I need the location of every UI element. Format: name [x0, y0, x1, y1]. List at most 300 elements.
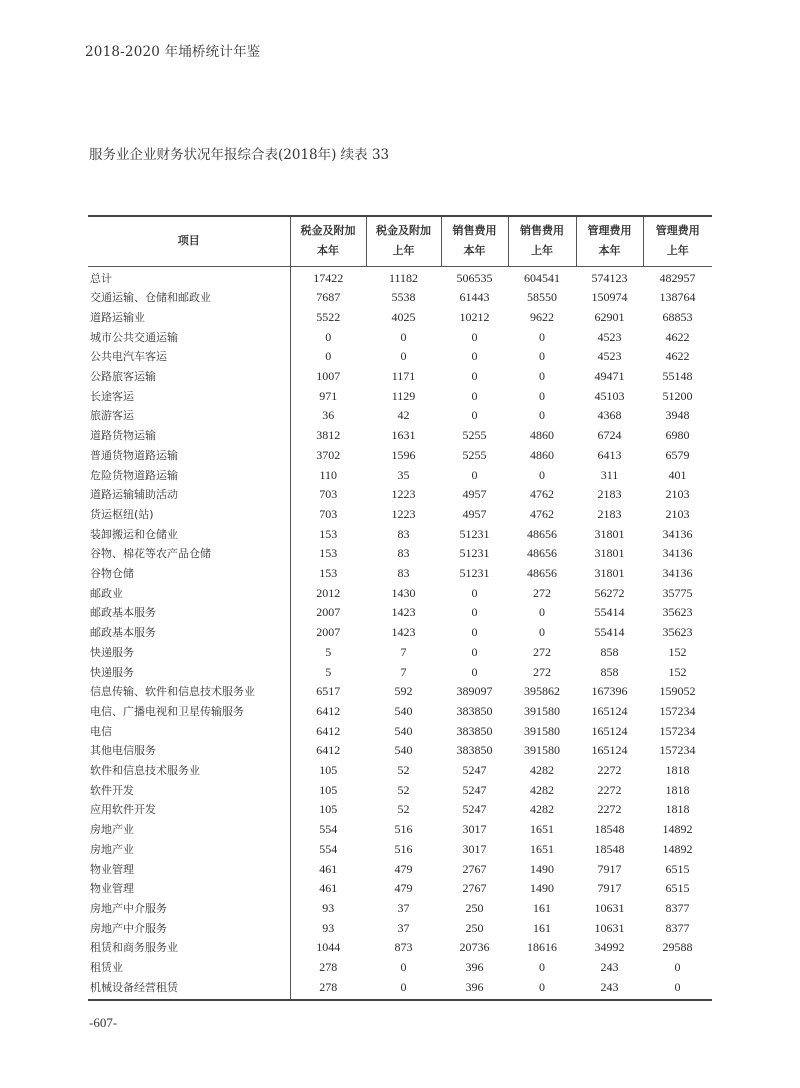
cell-admin-prior: 68853	[662, 309, 693, 324]
cell-admin-current: 4368	[597, 408, 622, 423]
cell-tax-prior: 479	[394, 881, 413, 896]
row-item-label: 租赁业	[88, 958, 290, 978]
cell-tax-prior: 83	[397, 546, 410, 561]
cell-sales-prior: 4282	[530, 763, 554, 778]
cell-admin-prior: 6579	[665, 447, 690, 462]
cell-admin-current: 45103	[594, 388, 625, 403]
cell-admin-prior: 482957	[659, 270, 696, 285]
cell-admin-current: 7917	[597, 881, 622, 896]
cell-sales-current: 5247	[462, 802, 487, 817]
cell-sales-current: 10212	[459, 309, 490, 324]
header-label: 税金及附加	[300, 224, 356, 238]
cell-admin-prior: 2103	[665, 506, 690, 521]
cell-admin-current: 10631	[594, 920, 625, 935]
cell-tax-current: 971	[319, 388, 338, 403]
cell-admin-prior: 152	[668, 644, 687, 659]
cell-tax-prior: 540	[394, 703, 413, 718]
row-item-label: 总计	[88, 266, 290, 288]
cell-tax-current: 461	[319, 881, 338, 896]
row-item-label: 交通运输、仓储和邮政业	[88, 288, 290, 308]
cell-sales-current: 5255	[462, 447, 487, 462]
cell-sales-prior: 272	[533, 585, 551, 600]
cell-sales-current: 2767	[462, 861, 487, 876]
row-item-label: 房地产中介服务	[88, 919, 290, 939]
table-row	[88, 860, 712, 880]
header-sales-current	[441, 216, 508, 266]
cell-sales-current: 0	[471, 467, 478, 482]
row-item-label: 其他电信服务	[88, 741, 290, 761]
table-row	[88, 938, 712, 958]
cell-admin-current: 6724	[597, 428, 622, 443]
cell-tax-current: 2012	[316, 585, 341, 600]
cell-admin-prior: 51200	[662, 388, 693, 403]
cell-tax-prior: 83	[397, 566, 410, 581]
cell-sales-current: 3017	[462, 841, 487, 856]
cell-tax-current: 93	[322, 920, 335, 935]
cell-sales-current: 5247	[462, 782, 487, 797]
cell-sales-prior: 272	[533, 664, 551, 679]
cell-tax-current: 5522	[316, 309, 341, 324]
cell-sales-prior: 0	[539, 369, 545, 384]
cell-admin-prior: 55148	[662, 369, 693, 384]
header-label: 项目	[177, 234, 200, 248]
cell-sales-prior: 272	[533, 644, 551, 659]
cell-sales-current: 0	[471, 625, 478, 640]
cell-tax-prior: 52	[397, 802, 410, 817]
cell-sales-current: 0	[471, 605, 478, 620]
cell-sales-prior: 161	[533, 920, 551, 935]
cell-tax-prior: 0	[366, 978, 441, 1000]
header-sublabel: 上年	[392, 244, 415, 258]
cell-sales-current: 506535	[456, 270, 493, 285]
cell-tax-current: 5	[325, 644, 332, 659]
cell-tax-current: 278	[319, 960, 338, 975]
cell-tax-prior: 52	[397, 763, 410, 778]
cell-sales-current: 4957	[462, 506, 487, 521]
cell-sales-prior: 395862	[524, 684, 560, 699]
row-item-label: 电信、广播电视和卫星传输服务	[88, 702, 290, 722]
table-row	[88, 584, 712, 604]
cell-tax-prior: 516	[394, 841, 413, 856]
cell-sales-prior: 0	[539, 329, 545, 344]
cell-sales-current: 0	[471, 329, 478, 344]
cell-admin-prior: 6515	[665, 861, 690, 876]
cell-admin-prior: 3948	[665, 408, 690, 423]
header-sublabel: 本年	[463, 244, 486, 258]
cell-tax-current: 17422	[313, 270, 344, 285]
row-item-label: 城市公共交通运输	[88, 328, 290, 348]
data-table-container	[88, 215, 712, 1001]
table-body	[88, 266, 712, 1000]
header-sublabel: 本年	[317, 244, 339, 258]
cell-tax-current: 0	[325, 329, 332, 344]
cell-tax-current: 6412	[316, 703, 341, 718]
cell-sales-prior: 0	[539, 625, 545, 640]
cell-tax-current: 6412	[316, 723, 341, 738]
table-row	[88, 702, 712, 722]
cell-sales-current: 0	[471, 664, 478, 679]
cell-sales-prior: 0	[539, 388, 545, 403]
cell-sales-prior: 391580	[524, 703, 560, 718]
cell-sales-current: 3017	[462, 822, 487, 837]
header-tax-current	[290, 216, 366, 266]
row-item-label: 电信	[88, 722, 290, 742]
cell-admin-prior: 1818	[665, 763, 690, 778]
cell-tax-prior: 0	[400, 960, 407, 975]
cell-sales-current: 20736	[459, 940, 490, 955]
cell-sales-prior: 4762	[530, 487, 554, 502]
cell-admin-current: 165124	[591, 703, 628, 718]
cell-tax-prior: 1223	[391, 487, 416, 502]
cell-sales-prior: 48656	[527, 526, 557, 541]
cell-sales-prior: 604541	[524, 270, 560, 285]
cell-admin-prior: 157234	[659, 703, 696, 718]
row-item-label: 机械设备经营租赁	[88, 978, 290, 1000]
cell-admin-current: 62901	[594, 309, 625, 324]
cell-admin-current: 31801	[594, 546, 625, 561]
table-row	[88, 623, 712, 643]
row-item-label: 房地产业	[88, 820, 290, 840]
cell-sales-current: 0	[471, 408, 478, 423]
cell-admin-current: 4523	[597, 329, 622, 344]
table-row	[88, 682, 712, 702]
cell-sales-current: 51231	[459, 526, 490, 541]
cell-sales-prior: 1490	[530, 881, 554, 896]
financial-table	[88, 215, 712, 1001]
cell-tax-current: 703	[319, 506, 338, 521]
cell-admin-current: 55414	[594, 605, 625, 620]
cell-tax-prior: 1430	[391, 585, 416, 600]
table-row	[88, 800, 712, 820]
table-row	[88, 978, 712, 1000]
cell-admin-prior: 34136	[662, 526, 693, 541]
cell-admin-prior: 8377	[665, 901, 690, 915]
cell-tax-prior: 7	[400, 664, 407, 679]
row-item-label: 货运枢纽(站)	[88, 505, 290, 525]
cell-tax-prior: 4025	[391, 309, 416, 324]
cell-sales-current: 4957	[462, 487, 487, 502]
table-row	[88, 958, 712, 978]
cell-tax-current: 1007	[316, 369, 341, 384]
cell-admin-current: 150974	[591, 290, 628, 305]
header-label: 管理费用	[587, 224, 632, 238]
table-row	[88, 564, 712, 584]
cell-tax-prior: 0	[400, 329, 407, 344]
cell-admin-current: 6413	[597, 447, 622, 462]
table-title: 服务业企业财务状况年报综合表(2018年) 续表 33	[89, 147, 390, 163]
header-sublabel: 上年	[531, 244, 553, 258]
cell-admin-prior: 4622	[665, 329, 690, 344]
cell-admin-current: 2272	[597, 763, 622, 778]
cell-admin-prior: 4622	[665, 349, 690, 364]
cell-admin-current: 165124	[591, 743, 628, 758]
table-row	[88, 741, 712, 761]
cell-sales-current: 250	[465, 901, 484, 915]
row-item-label: 道路运输辅助活动	[88, 485, 290, 505]
table-row	[88, 387, 712, 407]
cell-sales-prior: 4762	[530, 506, 554, 521]
cell-admin-current: 18548	[594, 822, 625, 837]
cell-admin-current: 165124	[591, 723, 628, 738]
cell-admin-prior: 1818	[665, 782, 690, 797]
cell-sales-current: 0	[471, 644, 478, 659]
cell-sales-prior: 1651	[530, 841, 554, 856]
header-admin-prior	[643, 216, 712, 266]
cell-admin-prior: 159052	[659, 684, 696, 699]
row-item-label: 道路运输业	[88, 308, 290, 328]
cell-tax-prior: 540	[394, 723, 413, 738]
cell-sales-prior: 0	[539, 467, 545, 482]
cell-admin-prior: 35623	[662, 605, 693, 620]
table-row	[88, 347, 712, 367]
table-row	[88, 288, 712, 308]
cell-tax-prior: 37	[397, 901, 410, 915]
cell-sales-prior: 1651	[530, 822, 554, 837]
cell-admin-prior: 1818	[665, 802, 690, 817]
cell-tax-prior: 540	[394, 743, 413, 758]
cell-sales-prior: 4860	[530, 428, 554, 443]
table-row	[88, 840, 712, 860]
cell-tax-prior: 516	[394, 822, 413, 837]
table-row	[88, 446, 712, 466]
row-item-label: 长途客运	[88, 387, 290, 407]
table-row	[88, 663, 712, 683]
table-row	[88, 761, 712, 781]
cell-sales-current: 61443	[459, 290, 490, 305]
cell-sales-current: 396	[465, 960, 484, 975]
cell-admin-current: 311	[600, 467, 619, 482]
row-item-label: 物业管理	[88, 879, 290, 899]
cell-tax-prior: 11182	[388, 270, 419, 285]
table-row	[88, 544, 712, 564]
cell-sales-prior: 0	[539, 605, 545, 620]
row-item-label: 快递服务	[88, 643, 290, 663]
header-label: 税金及附加	[376, 224, 431, 238]
table-row	[88, 879, 712, 899]
cell-tax-prior: 5538	[391, 290, 416, 305]
cell-admin-prior: 14892	[662, 841, 693, 856]
cell-tax-prior: 83	[397, 526, 410, 541]
table-row	[88, 781, 712, 801]
cell-sales-current: 383850	[456, 743, 493, 758]
cell-tax-current: 5	[325, 664, 332, 679]
table-row	[88, 466, 712, 486]
cell-sales-current: 0	[471, 585, 478, 600]
cell-sales-prior: 0	[539, 349, 545, 364]
row-item-label: 谷物仓储	[88, 564, 290, 584]
cell-admin-prior: 401	[668, 467, 687, 482]
cell-admin-prior: 0	[674, 960, 681, 975]
cell-tax-prior: 37	[397, 920, 410, 935]
running-head: 2018-2020 年埇桥统计年鉴	[85, 44, 261, 60]
cell-tax-current: 6412	[316, 743, 341, 758]
cell-sales-current: 51231	[459, 546, 490, 561]
cell-tax-current: 93	[322, 901, 335, 915]
row-item-label: 谷物、棉花等农产品仓储	[88, 544, 290, 564]
cell-sales-prior: 0	[539, 960, 545, 975]
cell-tax-prior: 35	[397, 467, 410, 482]
cell-sales-prior: 58550	[527, 290, 557, 305]
header-tax-prior	[366, 216, 441, 266]
cell-sales-current: 383850	[456, 703, 493, 718]
table-row	[88, 328, 712, 348]
header-sublabel: 本年	[598, 244, 621, 258]
cell-admin-current: 167396	[591, 684, 628, 699]
cell-sales-prior: 18616	[527, 940, 557, 955]
cell-tax-current: 105	[319, 802, 338, 817]
cell-sales-current: 250	[465, 920, 484, 935]
cell-tax-prior: 1631	[391, 428, 416, 443]
cell-sales-prior: 161	[533, 901, 551, 915]
cell-sales-prior: 391580	[524, 723, 560, 738]
table-row	[88, 266, 712, 288]
cell-admin-current: 55414	[594, 625, 625, 640]
cell-admin-prior: 2103	[665, 487, 690, 502]
cell-sales-current: 51231	[459, 566, 490, 581]
table-row	[88, 643, 712, 663]
cell-tax-current: 7687	[316, 290, 341, 305]
cell-tax-prior: 873	[394, 940, 413, 955]
cell-admin-prior: 35775	[662, 585, 693, 600]
cell-admin-current: 858	[600, 644, 619, 659]
cell-admin-current: 56272	[594, 585, 625, 600]
cell-tax-prior: 1129	[391, 388, 416, 403]
cell-sales-prior: 4860	[530, 447, 554, 462]
cell-tax-prior: 1596	[391, 447, 416, 462]
cell-admin-prior: 6980	[665, 428, 690, 443]
cell-admin-current: 858	[600, 664, 619, 679]
header-label: 销售费用	[452, 224, 497, 238]
cell-admin-prior: 8377	[665, 920, 690, 935]
cell-sales-current: 0	[471, 349, 478, 364]
cell-admin-current: 49471	[594, 369, 625, 384]
cell-tax-prior: 52	[397, 782, 410, 797]
row-item-label: 租赁和商务服务业	[88, 938, 290, 958]
cell-admin-prior: 157234	[659, 723, 696, 738]
header-admin-current	[576, 216, 643, 266]
header-label: 销售费用	[520, 224, 564, 238]
table-row	[88, 485, 712, 505]
row-item-label: 物业管理	[88, 860, 290, 880]
cell-tax-current: 554	[319, 822, 338, 837]
cell-admin-current: 34992	[594, 940, 625, 955]
cell-tax-prior: 1423	[391, 605, 416, 620]
row-item-label: 应用软件开发	[88, 800, 290, 820]
table-row	[88, 426, 712, 446]
cell-admin-current: 2183	[597, 487, 622, 502]
table-row	[88, 525, 712, 545]
cell-admin-current: 18548	[594, 841, 625, 856]
table-row	[88, 308, 712, 328]
cell-sales-current: 389097	[456, 684, 493, 699]
table-row	[88, 722, 712, 742]
cell-tax-current: 153	[319, 526, 338, 541]
row-item-label: 软件和信息技术服务业	[88, 761, 290, 781]
page-number: -607-	[89, 1015, 118, 1030]
cell-admin-current: 243	[600, 960, 619, 975]
cell-sales-prior: 9622	[530, 309, 554, 324]
cell-admin-current: 574123	[591, 270, 628, 285]
cell-admin-current: 7917	[597, 861, 622, 876]
header-label: 管理费用	[655, 224, 700, 238]
cell-tax-prior: 1423	[391, 625, 416, 640]
cell-tax-prior: 42	[397, 408, 410, 423]
row-item-label: 危险货物道路运输	[88, 466, 290, 486]
table-row	[88, 367, 712, 387]
row-item-label: 旅游客运	[88, 406, 290, 426]
cell-admin-prior: 138764	[659, 290, 696, 305]
cell-tax-current: 278	[290, 978, 366, 1000]
header-item	[88, 216, 290, 266]
row-item-label: 邮政基本服务	[88, 623, 290, 643]
cell-admin-prior: 152	[668, 664, 687, 679]
row-item-label: 道路货物运输	[88, 426, 290, 446]
cell-admin-current: 2272	[597, 782, 622, 797]
row-item-label: 信息传输、软件和信息技术服务业	[88, 682, 290, 702]
cell-tax-current: 105	[319, 782, 338, 797]
row-item-label: 房地产中介服务	[88, 899, 290, 919]
cell-sales-prior: 0	[508, 978, 576, 1000]
cell-admin-current: 243	[576, 978, 643, 1000]
cell-tax-current: 2007	[316, 605, 341, 620]
header-sublabel: 上年	[666, 244, 689, 258]
cell-sales-current: 5247	[462, 763, 487, 778]
cell-tax-prior: 479	[394, 861, 413, 876]
cell-admin-prior: 35623	[662, 625, 693, 640]
table-row	[88, 406, 712, 426]
cell-tax-prior: 1171	[391, 369, 416, 384]
cell-tax-current: 1044	[316, 940, 341, 955]
cell-admin-prior: 29588	[662, 940, 693, 955]
cell-tax-prior: 592	[394, 684, 413, 699]
cell-tax-current: 2007	[316, 625, 341, 640]
cell-admin-prior: 34136	[662, 546, 693, 561]
cell-tax-current: 110	[319, 467, 338, 482]
cell-tax-prior: 7	[400, 644, 407, 659]
row-item-label: 快递服务	[88, 663, 290, 683]
cell-sales-current: 383850	[456, 723, 493, 738]
cell-sales-prior: 48656	[527, 566, 557, 581]
row-item-label: 公共电汽车客运	[88, 347, 290, 367]
cell-tax-current: 0	[325, 349, 332, 364]
cell-sales-current: 5255	[462, 428, 487, 443]
cell-admin-prior: 157234	[659, 743, 696, 758]
cell-tax-current: 703	[319, 487, 338, 502]
header-row	[88, 216, 712, 266]
cell-admin-prior: 6515	[665, 881, 690, 896]
cell-tax-current: 554	[319, 841, 338, 856]
row-item-label: 软件开发	[88, 781, 290, 801]
cell-tax-current: 153	[319, 566, 338, 581]
cell-admin-prior: 34136	[662, 566, 693, 581]
row-item-label: 房地产业	[88, 840, 290, 860]
row-item-label: 普通货物道路运输	[88, 446, 290, 466]
cell-admin-current: 2183	[597, 506, 622, 521]
cell-tax-current: 461	[319, 861, 338, 876]
table-row	[88, 919, 712, 939]
cell-tax-current: 36	[322, 408, 335, 423]
cell-tax-current: 105	[319, 763, 338, 778]
cell-sales-current: 0	[471, 369, 478, 384]
header-sales-prior	[508, 216, 576, 266]
table-row	[88, 505, 712, 525]
cell-sales-prior: 48656	[527, 546, 557, 561]
cell-tax-current: 3702	[316, 447, 341, 462]
table-row	[88, 820, 712, 840]
cell-admin-current: 31801	[594, 526, 625, 541]
cell-admin-current: 31801	[594, 566, 625, 581]
cell-sales-prior: 391580	[524, 743, 560, 758]
